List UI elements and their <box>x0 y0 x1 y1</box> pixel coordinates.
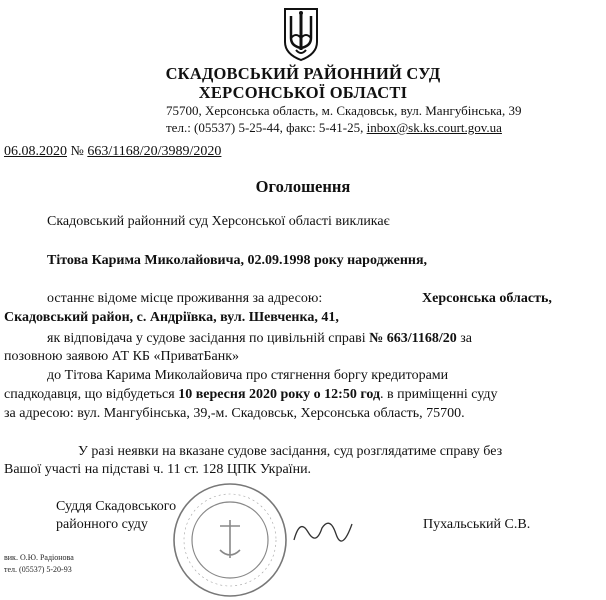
address-region: Херсонська область, <box>422 291 552 306</box>
absence-line-a: У разі неявки на вказане судове засідання, суд розглядатиме справу без <box>78 444 503 459</box>
judge-role-line1: Суддя Скадовського <box>56 499 177 514</box>
hearing-post: . в приміщенні суду <box>380 387 498 402</box>
paragraph-summons: Скадовський районний суд Херсонської області викликає <box>47 214 390 229</box>
trident-coat-of-arms-icon <box>282 6 320 62</box>
judge-name: Пухальський С.В. <box>423 517 531 532</box>
email-link[interactable]: inbox@sk.ks.court.gov.ua <box>366 120 502 135</box>
number-sign: № <box>70 144 84 159</box>
address-line-a <box>47 291 322 307</box>
executor-name: вик. О.Ю. Радіонова <box>4 553 74 562</box>
contacts-text: тел.: (05537) 5-25-44, факс: 5-41-25, <box>166 120 364 135</box>
court-seal-stamp-icon <box>160 480 300 600</box>
registration-line <box>4 144 221 160</box>
hearing-datetime: 10 вересня 2020 року о 12:50 год <box>178 387 381 402</box>
court-address-line: за адресою: вул. Мангубінська, 39,-м. Скадовськ, Херсонська область, 75700. <box>4 406 465 421</box>
registration-number: 663/1168/20/3989/2020 <box>87 144 222 159</box>
case-text: як відповідача у судове засідання по цивільній справі <box>47 331 366 346</box>
case-line <box>47 331 472 347</box>
court-name-line1: СКАДОВСЬКИЙ РАЙОННИЙ СУД <box>165 64 441 83</box>
address-lead: останнє відоме місце проживання за адресою: <box>47 291 323 306</box>
handwritten-signature-icon <box>290 512 360 548</box>
document-title: Оголошення <box>255 177 351 196</box>
court-name-line2: ХЕРСОНСЬКОЇ ОБЛАСТІ <box>198 83 408 102</box>
judge-role-line2: районного суду <box>56 517 148 532</box>
hearing-pre: спадкодавця, що відбудеться <box>4 387 175 402</box>
person-name: Тітова Карима Миколайовича, 02.09.1998 року народження, <box>47 253 428 268</box>
absence-line-b: Вашої участі на підставі ч. 11 ст. 128 ЦПК України. <box>4 462 312 477</box>
executor-phone: тел. (05537) 5-20-93 <box>4 565 72 574</box>
case-number: № 663/1168/20 <box>369 331 457 346</box>
court-contacts <box>166 120 502 136</box>
registration-date: 06.08.2020 <box>4 144 67 159</box>
debt-line: до Тітова Карима Миколайовича про стягнення боргу кредиторами <box>47 368 449 383</box>
hearing-line <box>4 387 498 403</box>
address-detail: Скадовський район, с. Андріївка, вул. Шевченка, 41, <box>4 310 339 325</box>
case-za: за <box>460 331 472 346</box>
claim-line: позовною заявою АТ КБ «ПриватБанк» <box>4 349 240 364</box>
court-address: 75700, Херсонська область, м. Скадовськ, вул. Мангубінська, 39 <box>166 103 522 118</box>
